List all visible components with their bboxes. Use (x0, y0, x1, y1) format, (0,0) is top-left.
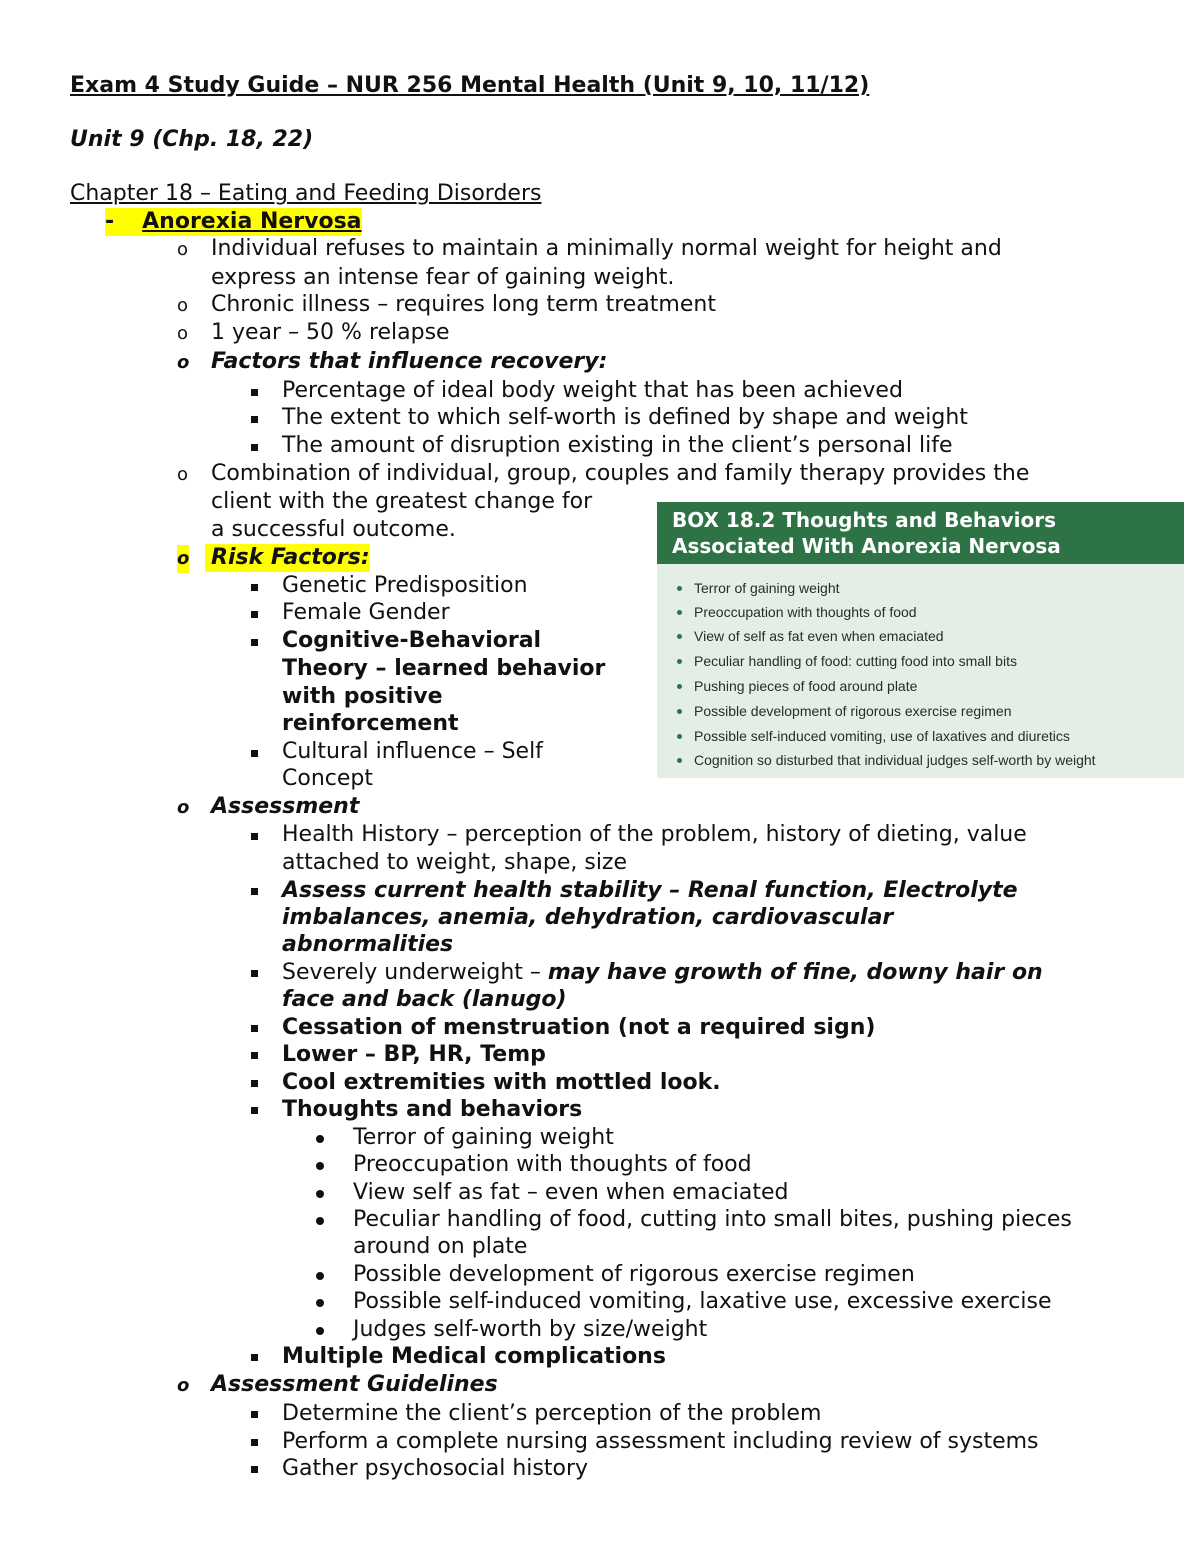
list-item: Terror of gaining weight (353, 1125, 614, 1150)
list-item: abnormalities (282, 932, 454, 957)
box-header (657, 502, 1184, 564)
square-bullet (251, 444, 258, 451)
section-heading: Risk Factors: (205, 544, 370, 572)
list-item: Cultural influence – Self (282, 739, 543, 764)
circle-bullet: o (177, 545, 189, 573)
list-item: Genetic Predisposition (282, 573, 528, 598)
circle-bullet: o (177, 464, 189, 485)
square-bullet (251, 1354, 258, 1361)
square-bullet (251, 1439, 258, 1446)
square-bullet (251, 888, 258, 895)
section-heading: Assessment Guidelines (211, 1372, 498, 1397)
list-item: Multiple Medical complications (282, 1344, 666, 1369)
list-item: Combination of individual, group, couples and family therapy provides the (211, 461, 1030, 486)
square-bullet (251, 416, 258, 423)
circle-bullet: o (177, 295, 189, 316)
list-item: Cognitive-Behavioral (282, 628, 542, 653)
doc-title: Exam 4 Study Guide – NUR 256 Mental Health (Unit 9, 10, 11/12) (70, 73, 870, 98)
list-item: Cool extremities with mottled look. (282, 1070, 721, 1095)
square-bullet (251, 389, 258, 396)
list-item: Female Gender (282, 600, 450, 625)
square-bullet (251, 639, 258, 646)
list-item: Determine the client’s perception of the problem (282, 1401, 822, 1426)
list-item: around on plate (353, 1234, 528, 1259)
box-item: Possible self-induced vomiting, use of laxatives and diuretics (694, 728, 1070, 744)
list-item: Possible development of rigorous exercise regimen (353, 1262, 915, 1287)
box-figure (657, 502, 1184, 778)
list-item: The amount of disruption existing in the client’s personal life (282, 433, 953, 458)
chapter-heading: Chapter 18 – Eating and Feeding Disorders (70, 181, 542, 206)
box-item: Pushing pieces of food around plate (694, 678, 918, 694)
box-bullet (677, 709, 682, 714)
list-item: express an intense fear of gaining weight. (211, 265, 675, 290)
box-title-line: Associated With Anorexia Nervosa (672, 534, 1061, 558)
box-bullet (677, 610, 682, 615)
circle-bullet: o (177, 323, 189, 344)
list-item: Thoughts and behaviors (282, 1097, 583, 1122)
square-bullet (251, 1107, 258, 1114)
round-bullet (316, 1190, 324, 1198)
round-bullet (316, 1299, 324, 1307)
list-item: View self as fat – even when emaciated (353, 1180, 789, 1205)
list-item: The extent to which self-worth is defined by shape and weight (282, 405, 968, 430)
list-item: imbalances, anemia, dehydration, cardiovascular (282, 905, 894, 930)
list-item: Chronic illness – requires long term treatment (211, 292, 716, 317)
box-bullet (677, 659, 682, 664)
list-item: Judges self-worth by size/weight (353, 1317, 708, 1342)
list-item: Possible self-induced vomiting, laxative use, excessive exercise (353, 1289, 1052, 1314)
box-bullet (677, 586, 682, 591)
round-bullet (316, 1162, 324, 1170)
list-item: Perform a complete nursing assessment including review of systems (282, 1429, 1039, 1454)
square-bullet (251, 1411, 258, 1418)
box-item: Possible development of rigorous exercise regimen (694, 703, 1012, 719)
list-item: Health History – perception of the problem, history of dieting, value (282, 822, 1027, 847)
square-bullet (251, 1025, 258, 1032)
box-item: Preoccupation with thoughts of food (694, 604, 917, 620)
unit-heading: Unit 9 (Chp. 18, 22) (70, 127, 314, 152)
list-item: face and back (lanugo) (282, 987, 567, 1012)
topic-title: Anorexia Nervosa (142, 209, 362, 234)
section-heading: Factors that influence recovery: (211, 349, 608, 374)
box-bullet (677, 684, 682, 689)
dash-bullet: - (105, 209, 115, 234)
list-item: 1 year – 50 % relapse (211, 320, 450, 345)
list-item: Preoccupation with thoughts of food (353, 1152, 752, 1177)
section-heading: Assessment (211, 794, 360, 819)
square-bullet (251, 584, 258, 591)
list-item: reinforcement (282, 711, 459, 736)
circle-bullet: o (177, 239, 189, 260)
round-bullet (316, 1327, 324, 1335)
square-bullet (251, 833, 258, 840)
list-item: attached to weight, shape, size (282, 850, 628, 875)
list-item: with positive (282, 684, 443, 709)
list-item: a successful outcome. (211, 517, 456, 542)
box-bullet (677, 758, 682, 763)
list-item: Individual refuses to maintain a minimally normal weight for height and (211, 236, 1002, 261)
round-bullet (316, 1217, 324, 1225)
box-title-line: BOX 18.2 Thoughts and Behaviors (672, 508, 1057, 532)
square-bullet (251, 1052, 258, 1059)
list-item: Assess current health stability – Renal function, Electrolyte (282, 878, 1018, 903)
square-bullet (251, 750, 258, 757)
square-bullet (251, 1080, 258, 1087)
square-bullet (251, 611, 258, 618)
list-item: Percentage of ideal body weight that has been achieved (282, 378, 903, 403)
circle-bullet: o (177, 352, 190, 373)
list-item (282, 959, 1043, 987)
box-bullet (677, 734, 682, 739)
circle-bullet: o (177, 797, 190, 818)
box-item: Peculiar handling of food: cutting food into small bits (694, 653, 1017, 669)
list-item: client with the greatest change for (211, 489, 593, 514)
box-item: Cognition so disturbed that individual judges self-worth by weight (694, 752, 1096, 768)
list-item: Lower – BP, HR, Temp (282, 1042, 546, 1067)
square-bullet (251, 1466, 258, 1473)
round-bullet (316, 1272, 324, 1280)
circle-bullet: o (177, 1375, 190, 1396)
list-item-emphasis: may have growth of fine, downy hair on (547, 960, 1043, 985)
list-item: Cessation of menstruation (not a required sign) (282, 1015, 876, 1040)
list-item: Gather psychosocial history (282, 1456, 589, 1481)
list-item: Concept (282, 766, 373, 791)
list-item: Peculiar handling of food, cutting into small bites, pushing pieces (353, 1207, 1072, 1232)
list-item-text: Severely underweight – (282, 960, 548, 985)
box-item: View of self as fat even when emaciated (694, 628, 944, 644)
box-item: Terror of gaining weight (694, 580, 840, 596)
square-bullet (251, 970, 258, 977)
round-bullet (316, 1135, 324, 1143)
topic-heading (105, 208, 362, 236)
box-bullet (677, 634, 682, 639)
list-item: Theory – learned behavior (282, 656, 606, 681)
